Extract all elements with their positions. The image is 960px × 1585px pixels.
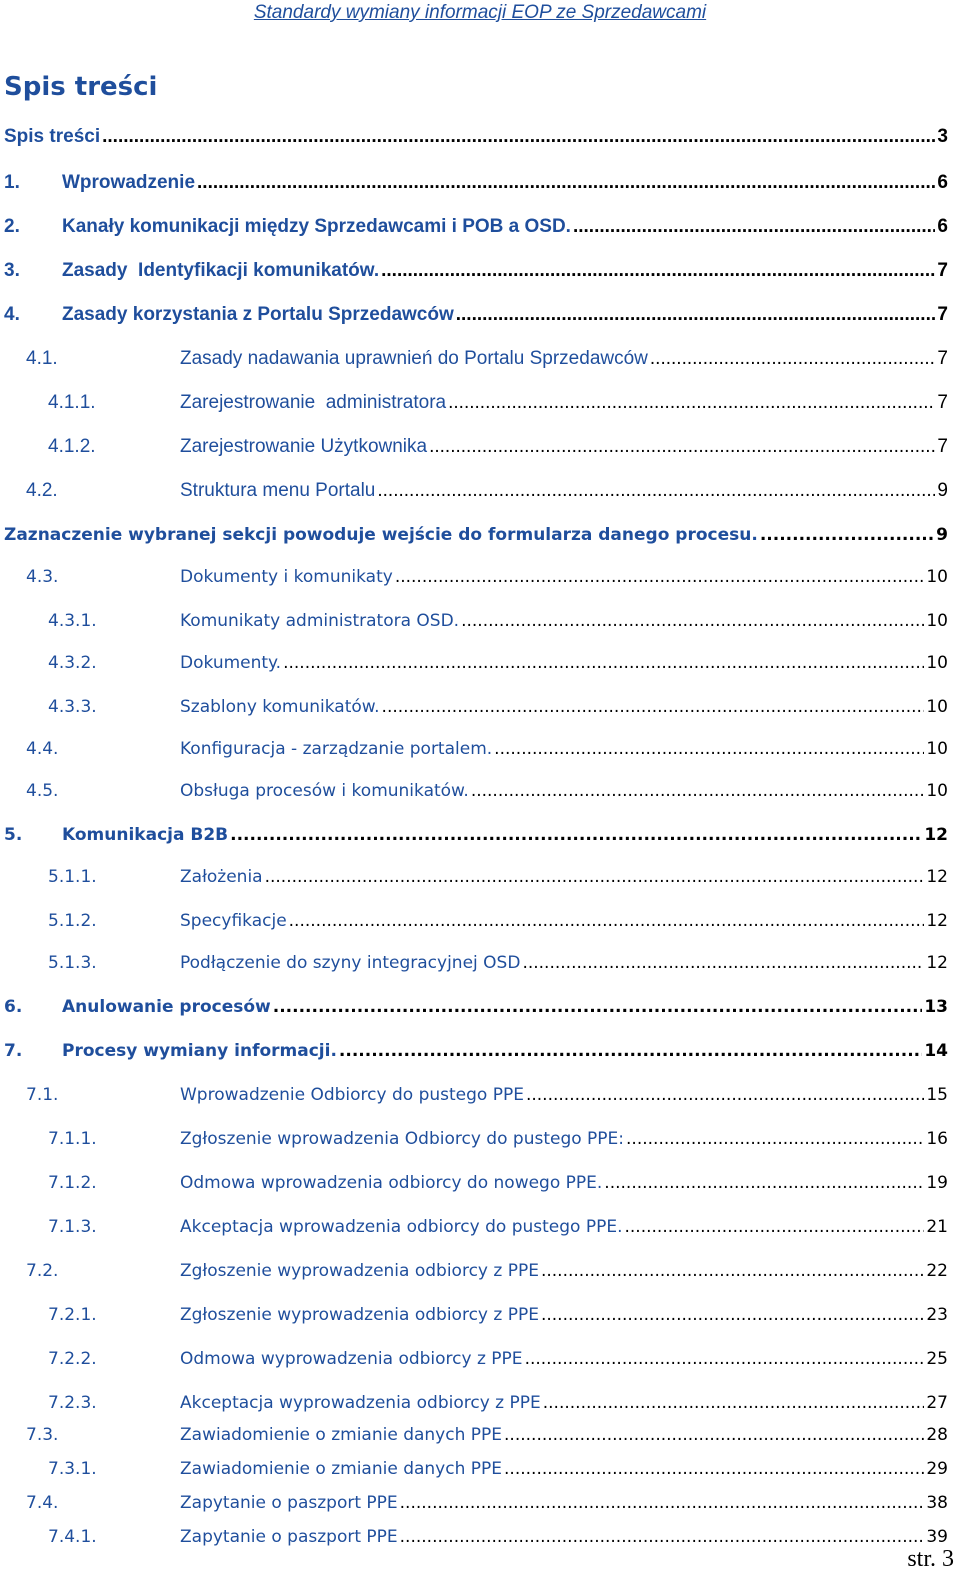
toc-entry-page: 7 [937, 304, 948, 325]
toc-entry[interactable] [4, 1036, 948, 1066]
toc-leader-dots [381, 256, 935, 286]
toc-entry-title: Zasady korzystania z Portalu Sprzedawców [62, 304, 454, 325]
toc-entry-page: 38 [926, 1493, 948, 1513]
toc-entry-title: Szablony komunikatów. [180, 697, 380, 717]
toc-leader-dots [760, 520, 934, 550]
toc-entry[interactable] [48, 862, 948, 892]
toc-entry-number: 7.1.3. [48, 1217, 97, 1237]
toc-leader-dots [626, 1124, 924, 1154]
toc-entry-title: Akceptacja wprowadzenia odbiorcy do pustego PPE. [180, 1217, 623, 1237]
toc-entry-page: 10 [926, 697, 948, 717]
toc-entry-number: 5. [4, 825, 23, 845]
page-header: Standardy wymiany informacji EOP ze Sprzedawcami [253, 2, 707, 23]
toc-entry-number: 7.2.3. [48, 1393, 97, 1413]
toc-entry-title: Wprowadzenie Odbiorcy do pustego PPE [180, 1085, 524, 1105]
toc-entry[interactable] [48, 1168, 948, 1198]
toc-entry-page: 15 [926, 1085, 948, 1105]
toc-entry-number: 7.1. [26, 1085, 59, 1105]
toc-leader-dots [400, 1522, 925, 1552]
toc-entry-page: 12 [924, 825, 948, 845]
toc-entry-title: Dokumenty. [180, 653, 282, 673]
toc-entry-title: Struktura menu Portalu [180, 480, 376, 501]
toc-leader-dots [522, 948, 924, 978]
toc-leader-dots [541, 1256, 924, 1286]
toc-entry-number: 7.2.2. [48, 1349, 97, 1369]
toc-entry[interactable] [48, 1212, 948, 1242]
toc-entry[interactable] [48, 1522, 948, 1552]
toc-entry[interactable] [4, 168, 948, 198]
toc-entry-title: Zarejestrowanie Użytkownika [180, 436, 428, 457]
toc-entry[interactable] [48, 1300, 948, 1330]
toc-leader-dots [339, 1036, 922, 1066]
toc-entry-title: Odmowa wprowadzenia odbiorcy do nowego PPE. [180, 1173, 603, 1193]
toc-entry[interactable] [48, 1388, 948, 1418]
toc-entry[interactable] [48, 948, 948, 978]
toc-entry-page: 7 [937, 436, 948, 457]
toc-entry-number: 4.2. [26, 480, 58, 501]
toc-entry-title: Zaznaczenie wybranej sekcji powoduje wejście do formularza danego procesu. [4, 525, 758, 545]
toc-entry-number: 1. [4, 172, 20, 193]
toc-entry-page: 28 [926, 1425, 948, 1445]
toc-leader-dots [382, 692, 925, 722]
toc-entry-number: 5.1.2. [48, 911, 97, 931]
toc-entry-title: Komunikaty administratora OSD. [180, 611, 460, 631]
toc-leader-dots [650, 344, 936, 374]
toc-entry[interactable] [4, 122, 948, 152]
toc-leader-dots [400, 1488, 925, 1518]
toc-entry[interactable] [4, 256, 948, 286]
toc-entry[interactable] [48, 1124, 948, 1154]
toc-leader-dots [283, 648, 924, 678]
toc-entry-number: 7.3.1. [48, 1459, 97, 1479]
toc-leader-dots [604, 1168, 924, 1198]
toc-entry-page: 6 [937, 172, 948, 193]
toc-entry-number: 3. [4, 260, 20, 281]
toc-entry-number: 7.2. [26, 1261, 59, 1281]
toc-entry-number: 5.1.3. [48, 953, 97, 973]
toc-entry-number: 7.4.1. [48, 1527, 97, 1547]
toc-leader-dots [102, 122, 935, 152]
toc-entry[interactable] [4, 520, 948, 550]
page-number-footer: str. 3 [907, 1546, 954, 1572]
toc-entry-page: 22 [926, 1261, 948, 1281]
toc-entry-number: 7. [4, 1041, 23, 1061]
toc-entry-page: 12 [926, 953, 948, 973]
toc-entry-number: 4. [4, 304, 20, 325]
toc-entry-title: Procesy wymiany informacji. [62, 1041, 337, 1061]
toc-entry[interactable] [26, 476, 948, 506]
toc-entry-title: Założenia [180, 867, 263, 887]
toc-entry-page: 14 [924, 1041, 948, 1061]
toc-entry-page: 39 [926, 1527, 948, 1547]
toc-entry[interactable] [48, 692, 948, 722]
toc-leader-dots [448, 388, 935, 418]
toc-leader-dots [377, 476, 935, 506]
toc-entry[interactable] [26, 1080, 948, 1110]
toc-leader-dots [395, 562, 925, 592]
toc-entry[interactable] [26, 776, 948, 806]
toc-entry-title: Spis treści [4, 126, 101, 147]
toc-entry-page: 7 [937, 392, 948, 413]
toc-entry-page: 13 [924, 997, 948, 1017]
toc-entry-title: Specyfikacje [180, 911, 287, 931]
toc-entry[interactable] [4, 820, 948, 850]
toc-entry-title: Zawiadomienie o zmianie danych PPE [180, 1459, 503, 1479]
toc-entry-page: 27 [926, 1393, 948, 1413]
toc-entry[interactable] [26, 1488, 948, 1518]
toc-entry-title: Zarejestrowanie administratora [180, 392, 447, 413]
toc-entry-number: 7.2.1. [48, 1305, 97, 1325]
toc-leader-dots [525, 1344, 925, 1374]
toc-entry[interactable] [48, 648, 948, 678]
toc-entry[interactable] [48, 388, 948, 418]
toc-leader-dots [573, 212, 935, 242]
toc-leader-dots [230, 820, 922, 850]
toc-entry-page: 3 [937, 126, 948, 147]
toc-entry-page: 25 [926, 1349, 948, 1369]
toc-entry-number: 6. [4, 997, 23, 1017]
toc-entry-page: 10 [926, 567, 948, 587]
toc-entry-title: Akceptacja wyprowadzenia odbiorcy z PPE [180, 1393, 541, 1413]
toc-leader-dots [289, 906, 925, 936]
toc-entry-page: 12 [926, 911, 948, 931]
toc-entry-page: 29 [926, 1459, 948, 1479]
toc-entry-title: Dokumenty i komunikaty [180, 567, 393, 587]
toc-entry[interactable] [26, 562, 948, 592]
toc-leader-dots [265, 862, 925, 892]
toc-leader-dots [273, 992, 923, 1022]
toc-entry-title: Zgłoszenie wyprowadzenia odbiorcy z PPE [180, 1261, 539, 1281]
toc-entry-number: 5.1.1. [48, 867, 97, 887]
toc-entry-page: 7 [937, 348, 948, 369]
toc-entry-page: 10 [926, 739, 948, 759]
toc-leader-dots [429, 432, 935, 462]
toc-entry-number: 4.3.3. [48, 697, 97, 717]
toc-entry-number: 4.5. [26, 781, 59, 801]
toc-entry[interactable] [4, 992, 948, 1022]
toc-entry-number: 4.3. [26, 567, 59, 587]
toc-entry-title: Zapytanie o paszport PPE [180, 1527, 398, 1547]
toc-entry-number: 4.3.1. [48, 611, 97, 631]
toc-entry-title: Kanały komunikacji między Sprzedawcami i POB a OSD. [62, 216, 571, 237]
toc-entry-title: Anulowanie procesów [62, 997, 271, 1017]
toc-entry[interactable] [26, 344, 948, 374]
toc-entry-title: Wprowadzenie [62, 172, 196, 193]
toc-leader-dots [471, 776, 925, 806]
toc-leader-dots [504, 1420, 924, 1450]
toc-leader-dots [625, 1212, 925, 1242]
toc-entry[interactable] [4, 212, 948, 242]
toc-leader-dots [456, 300, 936, 330]
toc-entry-title: Zawiadomienie o zmianie danych PPE [180, 1425, 503, 1445]
toc-entry-title: Obsługa procesów i komunikatów. [180, 781, 469, 801]
toc-entry-number: 7.1.1. [48, 1129, 97, 1149]
toc-leader-dots [197, 168, 935, 198]
toc-entry-title: Zgłoszenie wprowadzenia Odbiorcy do pustego PPE: [180, 1129, 625, 1149]
toc-entry-title: Konfiguracja - zarządzanie portalem. [180, 739, 493, 759]
toc-entry-page: 12 [926, 867, 948, 887]
toc-entry-title: Komunikacja B2B [62, 825, 229, 845]
toc-leader-dots [504, 1454, 924, 1484]
toc-entry[interactable] [4, 300, 948, 330]
toc-heading: Spis treści [4, 72, 158, 102]
toc-entry[interactable] [48, 432, 948, 462]
toc-entry-number: 4.1.1. [48, 392, 96, 413]
toc-entry-title: Zasady Identyfikacji komunikatów. [62, 260, 380, 281]
toc-entry-page: 19 [926, 1173, 948, 1193]
toc-entry-number: 2. [4, 216, 20, 237]
toc-entry-number: 7.4. [26, 1493, 59, 1513]
toc-entry-title: Odmowa wyprowadzenia odbiorcy z PPE [180, 1349, 523, 1369]
toc-entry-page: 10 [926, 781, 948, 801]
toc-entry-page: 21 [926, 1217, 948, 1237]
toc-entry-page: 7 [937, 260, 948, 281]
toc-entry-number: 7.1.2. [48, 1173, 97, 1193]
toc-leader-dots [526, 1080, 924, 1110]
toc-leader-dots [543, 1388, 925, 1418]
toc-entry-title: Zasady nadawania uprawnień do Portalu Sprzedawców [180, 348, 648, 369]
toc-leader-dots [461, 606, 924, 636]
toc-leader-dots [494, 734, 924, 764]
toc-entry-number: 4.1.2. [48, 436, 96, 457]
toc-entry-title: Zgłoszenie wyprowadzenia odbiorcy z PPE [180, 1305, 539, 1325]
toc-leader-dots [541, 1300, 924, 1330]
toc-entry-title: Zapytanie o paszport PPE [180, 1493, 398, 1513]
toc-entry[interactable] [48, 1454, 948, 1484]
toc-entry-page: 6 [937, 216, 948, 237]
toc-entry-page: 9 [936, 525, 948, 545]
toc-entry-number: 7.3. [26, 1425, 59, 1445]
toc-entry[interactable] [48, 1344, 948, 1374]
toc-entry-page: 16 [926, 1129, 948, 1149]
toc-entry[interactable] [26, 1256, 948, 1286]
toc-entry-number: 4.4. [26, 739, 59, 759]
toc-entry[interactable] [26, 1420, 948, 1450]
toc-entry-number: 4.1. [26, 348, 58, 369]
toc-entry-page: 9 [937, 480, 948, 501]
toc-entry[interactable] [26, 734, 948, 764]
toc-entry[interactable] [48, 906, 948, 936]
toc-entry-page: 23 [926, 1305, 948, 1325]
toc-entry-number: 4.3.2. [48, 653, 97, 673]
toc-entry-title: Podłączenie do szyny integracyjnej OSD [180, 953, 521, 973]
toc-entry-page: 10 [926, 653, 948, 673]
toc-entry-page: 10 [926, 611, 948, 631]
toc-entry[interactable] [48, 606, 948, 636]
